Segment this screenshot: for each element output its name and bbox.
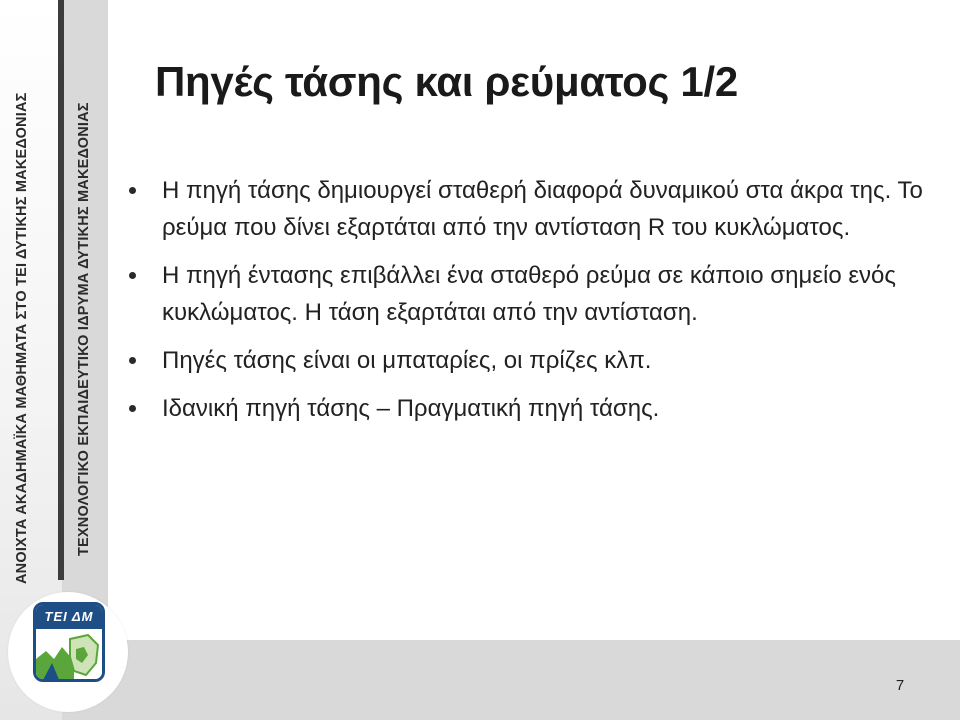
bullet-item	[126, 172, 926, 246]
bullet-text: Πηγές τάσης είναι οι μπαταρίες, οι πρίζες κλπ.	[162, 347, 652, 374]
slide-title: Πηγές τάσης και ρεύματος 1/2	[155, 58, 738, 105]
tei-dm-logo-icon	[33, 602, 105, 682]
bullet-item	[126, 390, 926, 427]
bullet-item	[126, 342, 926, 379]
bullet-list	[126, 172, 926, 427]
logo-text: ΤΕΙ ΔΜ	[36, 605, 102, 629]
bullet-dot-icon	[129, 405, 136, 412]
bullet-dot-icon	[129, 187, 136, 194]
institution-label-1: ΑΝΟΙΧΤΑ ΑΚΑΔΗΜΑΪΚΑ ΜΑΘΗΜΑΤΑ ΣΤΟ ΤΕΙ ΔΥΤΙΚΗΣ ΜΑΚΕΔΟΝΙΑΣ	[14, 92, 30, 584]
bullet-dot-icon	[129, 272, 136, 279]
bullet-item	[126, 257, 926, 331]
footer-bar	[62, 640, 960, 720]
bullet-text: Η πηγή έντασης επιβάλλει ένα σταθερό ρεύμα σε κάποιο σημείο ενός κυκλώματος. Η τάση εξαρτάται από την αντίσταση.	[162, 262, 896, 326]
institution-label-2: ΤΕΧΝΟΛΟΓΙΚΟ ΕΚΠΑΙΔΕΥΤΙΚΟ ΙΔΡΥΜΑ ΔΥΤΙΚΗΣ ΜΑΚΕΔΟΝΙΑΣ	[76, 102, 92, 556]
bullet-text: Η πηγή τάσης δημιουργεί σταθερή διαφορά δυναμικού στα άκρα της. Το ρεύμα που δίνει εξαρτάται από την αντίσταση R του κυκλώματος.	[162, 177, 923, 241]
bullet-text: Ιδανική πηγή τάσης – Πραγματική πηγή τάσης.	[162, 395, 660, 422]
logo-landscape	[36, 629, 102, 682]
banner-divider	[58, 0, 64, 580]
page-number: 7	[895, 677, 905, 694]
bullet-dot-icon	[129, 357, 136, 364]
